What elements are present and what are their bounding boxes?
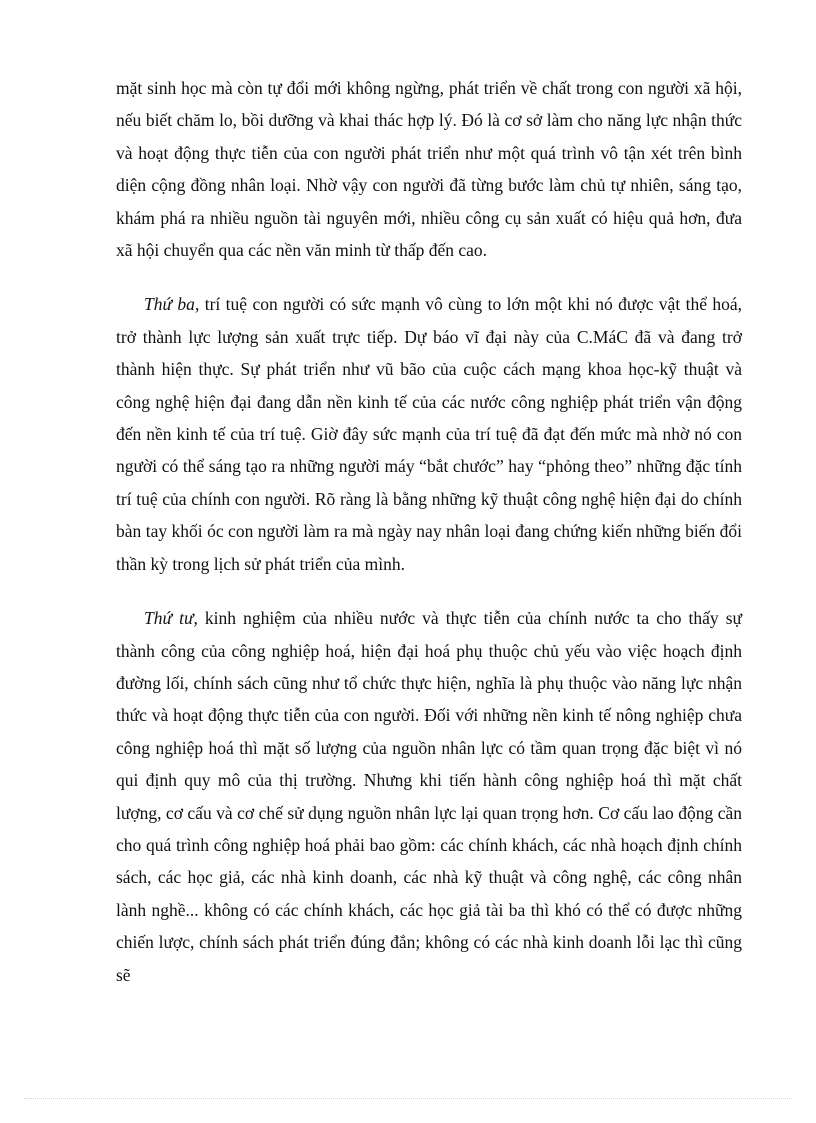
paragraph-1-text: mặt sinh học mà còn tự đổi mới không ngừng, phát triển về chất trong con người xã hội, nếu biết chăm lo, bồi dưỡng và khai thác hợp lý. Đó là cơ sở làm cho năng lực nhận thức và hoạt động thực tiễn của con người phát triển như một quá trình vô tận xét trên bình diện cộng đồng nhân loại. Nhờ vậy con người đã từng bước làm chủ tự nhiên, sáng tạo, khám phá ra nhiều nguồn tài nguyên mới, nhiều công cụ sản xuất có hiệu quả hơn, đưa xã hội chuyển qua các nền văn minh từ thấp đến cao. [116,78,742,261]
paragraph-3-text: , kinh nghiệm của nhiều nước và thực tiễn của chính nước ta cho thấy sự thành công của công nghiệp hoá, hiện đại hoá phụ thuộc chủ yếu vào việc hoạch định đường lối, chính sách cũng như tổ chức thực hiện, nghĩa là phụ thuộc vào năng lực nhận thức và hoạt động thực tiễn của con người. Đối với những nền kinh tế nông nghiệp chưa công nghiệp hoá thì mặt số lượng của nguồn nhân lực có tầm quan trọng đặc biệt vì nó qui định quy mô của thị trường. Nhưng khi tiến hành công nghiệp hoá thì mặt chất lượng, cơ cấu và cơ chế sử dụng nguồn nhân lực lại quan trọng hơn. Cơ cấu lao động cần cho quá trình công nghiệp hoá phải bao gồm: các chính khách, các nhà hoạch định chính sách, các học giả, các nhà kinh doanh, các nhà kỹ thuật và công nghệ, các công nhân lành nghề... không có các chính khách, các học giả tài ba thì khó có thể có được những chiến lược, chính sách phát triển đúng đắn; không có các nhà kinh doanh lỗi lạc thì cũng sẽ [116,608,742,985]
paragraph-3 [116,602,742,991]
paragraph-3-lead: Thứ tư [144,608,194,629]
document-page [116,72,742,1013]
page-bottom-divider [24,1098,792,1099]
paragraph-2-lead: Thứ ba [144,294,195,315]
paragraph-1 [116,72,742,266]
paragraph-2-text: , trí tuệ con người có sức mạnh vô cùng to lớn một khi nó được vật thể hoá, trở thành lực lượng sản xuất trực tiếp. Dự báo vĩ đại này của C.MáC đã và đang trở thành hiện thực. Sự phát triển như vũ bão của cuộc cách mạng khoa học-kỹ thuật và công nghệ hiện đại đang dẫn nền kinh tế của các nước công nghiệp phát triển vận động đến nền kinh tế của trí tuệ. Giờ đây sức mạnh của trí tuệ đã đạt đến mức mà nhờ nó con người có thể sáng tạo ra những người máy “bắt chước” hay “phỏng theo” những đặc tính trí tuệ của chính con người. Rõ ràng là bằng những kỹ thuật công nghệ hiện đại do chính bàn tay khối óc con người làm ra mà ngày nay nhân loại đang chứng kiến những biến đổi thần kỳ trong lịch sử phát triển của mình. [116,294,743,574]
paragraph-2 [116,288,742,580]
